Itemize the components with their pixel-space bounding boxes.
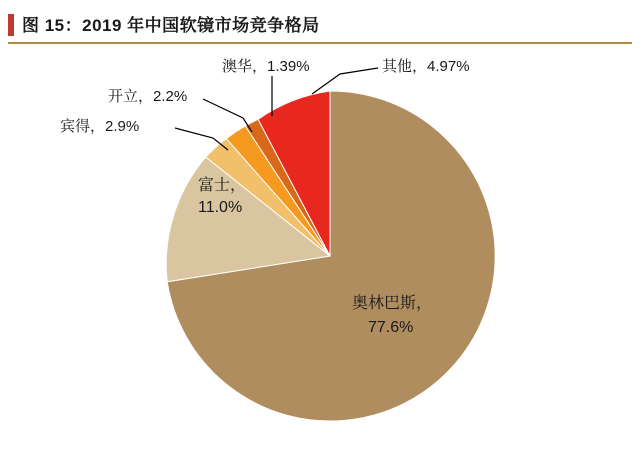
label-aohua: 澳华，1.39% [222, 58, 310, 75]
figure-title-bar [8, 10, 632, 44]
label-olympus-line1: 奥林巴斯， [352, 295, 433, 312]
pie-chart-svg [0, 46, 640, 456]
pie-chart-area [0, 46, 640, 456]
leader-line-others [312, 68, 378, 94]
title-accent-bar [8, 14, 14, 36]
label-olympus-line2: 77.6% [368, 319, 414, 336]
label-fujifilm-line2: 11.0% [198, 199, 243, 216]
label-sonoscape: 开立，2.2% [108, 88, 188, 105]
page-title: 图 15：2019 年中国软镜市场竞争格局 [22, 16, 320, 35]
label-pentax: 宾得，2.9% [60, 118, 140, 135]
label-others: 其他，4.97% [382, 58, 470, 75]
label-fujifilm-line1: 富士， [198, 177, 247, 194]
